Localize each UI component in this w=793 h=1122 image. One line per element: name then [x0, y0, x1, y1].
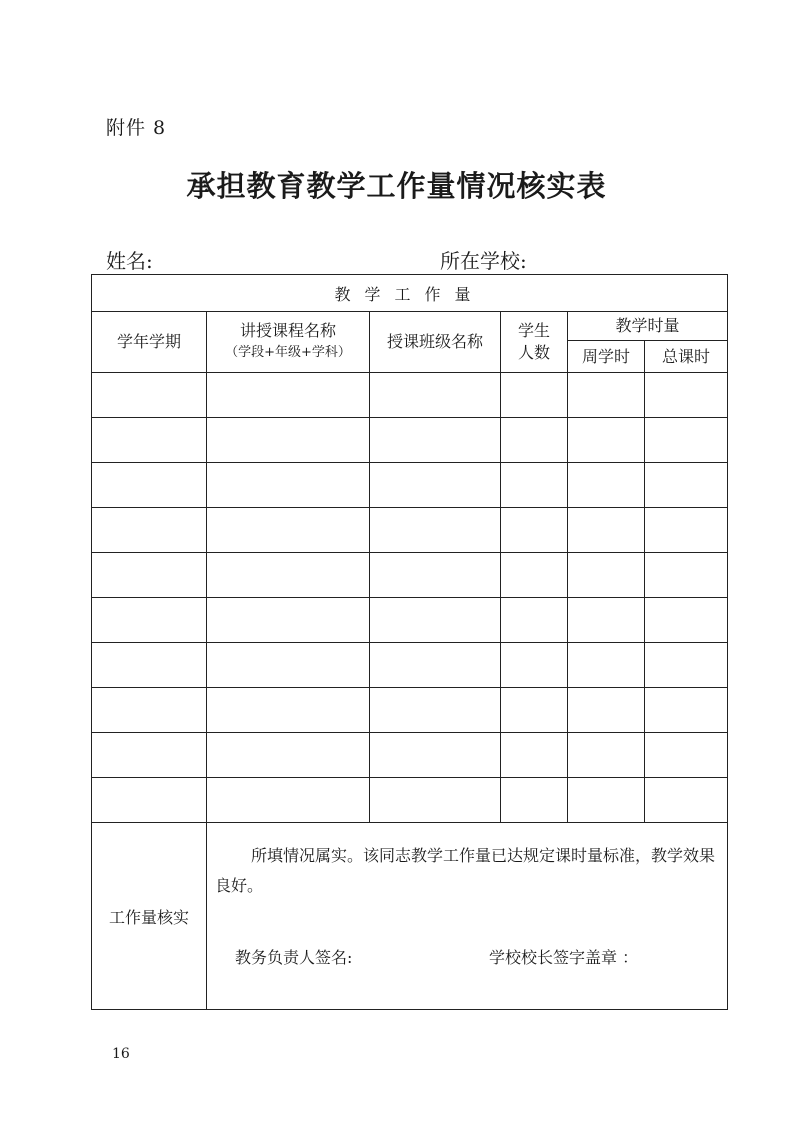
cell-students[interactable]	[501, 553, 568, 598]
cell-class-name[interactable]	[370, 688, 501, 733]
header-weekly: 周学时	[568, 341, 645, 373]
cell-students[interactable]	[501, 418, 568, 463]
cell-total[interactable]	[645, 733, 728, 778]
cell-course[interactable]	[207, 553, 370, 598]
cell-weekly[interactable]	[568, 598, 645, 643]
header-students-line2: 人数	[517, 343, 550, 362]
cell-class-name[interactable]	[370, 643, 501, 688]
cell-term[interactable]	[92, 778, 207, 823]
header-students-line1: 学生	[517, 321, 550, 340]
cell-students[interactable]	[501, 373, 568, 418]
cell-class-name[interactable]	[370, 778, 501, 823]
cell-students[interactable]	[501, 463, 568, 508]
cell-class-name[interactable]	[370, 733, 501, 778]
table-row	[92, 733, 728, 778]
cell-total[interactable]	[645, 508, 728, 553]
cell-weekly[interactable]	[568, 508, 645, 553]
cell-total[interactable]	[645, 418, 728, 463]
cell-course[interactable]	[207, 733, 370, 778]
cell-term[interactable]	[92, 553, 207, 598]
cell-course[interactable]	[207, 508, 370, 553]
cell-total[interactable]	[645, 463, 728, 508]
cell-weekly[interactable]	[568, 553, 645, 598]
cell-students[interactable]	[501, 688, 568, 733]
cell-weekly[interactable]	[568, 373, 645, 418]
page-title: 承担教育教学工作量情况核实表	[186, 169, 607, 203]
cell-class-name[interactable]	[370, 508, 501, 553]
header-course-label: 讲授课程名称	[239, 321, 336, 340]
cell-total[interactable]	[645, 778, 728, 823]
cell-course[interactable]	[207, 463, 370, 508]
attachment-label: 附件 8	[106, 117, 167, 139]
cell-total[interactable]	[645, 553, 728, 598]
cell-course[interactable]	[207, 778, 370, 823]
workload-table	[91, 274, 728, 1010]
cell-term[interactable]	[92, 643, 207, 688]
table-row	[92, 463, 728, 508]
cell-students[interactable]	[501, 733, 568, 778]
header-total: 总课时	[645, 341, 728, 373]
cell-term[interactable]	[92, 508, 207, 553]
cell-students[interactable]	[501, 643, 568, 688]
cell-total[interactable]	[645, 598, 728, 643]
cell-term[interactable]	[92, 688, 207, 733]
header-students	[501, 312, 568, 373]
cell-class-name[interactable]	[370, 463, 501, 508]
cell-course[interactable]	[207, 418, 370, 463]
cell-course[interactable]	[207, 373, 370, 418]
cell-term[interactable]	[92, 418, 207, 463]
cell-weekly[interactable]	[568, 463, 645, 508]
page-number: 16	[112, 1046, 130, 1062]
table-row	[92, 688, 728, 733]
header-course-sub: （学段+年级+学科）	[225, 345, 351, 360]
verification-cell	[207, 823, 728, 1010]
name-label: 姓名:	[106, 249, 153, 273]
cell-class-name[interactable]	[370, 418, 501, 463]
cell-class-name[interactable]	[370, 373, 501, 418]
table-row	[92, 508, 728, 553]
table-row	[92, 643, 728, 688]
cell-term[interactable]	[92, 598, 207, 643]
cell-course[interactable]	[207, 598, 370, 643]
table-row	[92, 373, 728, 418]
cell-weekly[interactable]	[568, 418, 645, 463]
cell-students[interactable]	[501, 508, 568, 553]
cell-course[interactable]	[207, 688, 370, 733]
cell-class-name[interactable]	[370, 553, 501, 598]
dean-signature-label: 教务负责人签名:	[235, 948, 353, 967]
table-row	[92, 778, 728, 823]
cell-total[interactable]	[645, 688, 728, 733]
cell-course[interactable]	[207, 643, 370, 688]
cell-weekly[interactable]	[568, 778, 645, 823]
cell-class-name[interactable]	[370, 598, 501, 643]
cell-total[interactable]	[645, 373, 728, 418]
cell-term[interactable]	[92, 373, 207, 418]
header-hours: 教学时量	[568, 312, 728, 341]
cell-students[interactable]	[501, 598, 568, 643]
verification-statement: 所填情况属实。该同志教学工作量已达规定课时量标准，教学效果良好。	[215, 846, 716, 895]
header-term: 学年学期	[92, 312, 207, 373]
cell-weekly[interactable]	[568, 643, 645, 688]
header-class-name: 授课班级名称	[370, 312, 501, 373]
section-title: 教学工作量	[92, 275, 728, 312]
table-row	[92, 553, 728, 598]
verification-label: 工作量核实	[92, 823, 207, 1010]
header-course	[207, 312, 370, 373]
principal-signature-label: 学校校长签字盖章 ：	[489, 948, 639, 967]
cell-term[interactable]	[92, 733, 207, 778]
cell-term[interactable]	[92, 463, 207, 508]
cell-weekly[interactable]	[568, 688, 645, 733]
table-row	[92, 418, 728, 463]
cell-students[interactable]	[501, 778, 568, 823]
cell-weekly[interactable]	[568, 733, 645, 778]
school-label: 所在学校:	[440, 249, 527, 273]
cell-total[interactable]	[645, 643, 728, 688]
table-row	[92, 598, 728, 643]
